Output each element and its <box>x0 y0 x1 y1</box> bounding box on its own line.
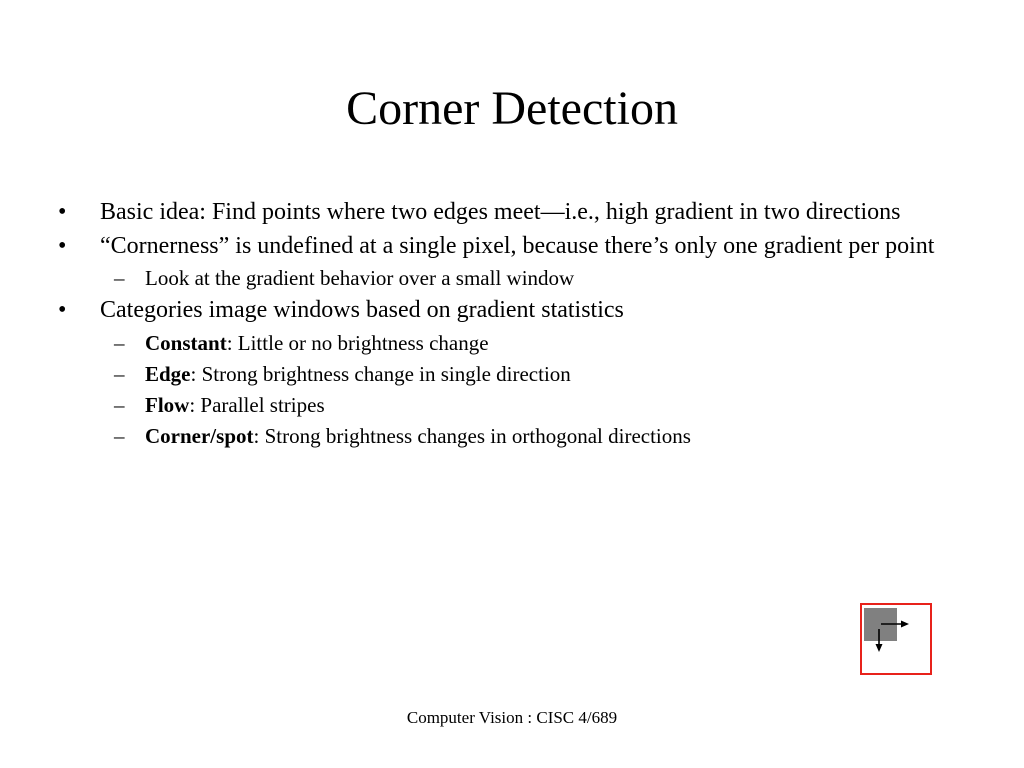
slide-title: Corner Detection <box>346 82 678 135</box>
sub-bullet-item-flow <box>58 393 958 418</box>
bullet-marker: • <box>58 199 67 225</box>
term-corner-spot: Corner/spot <box>145 424 254 448</box>
arrowhead-right-icon <box>901 621 909 628</box>
dash-marker: – <box>114 362 125 386</box>
arrowhead-down-icon <box>876 644 883 652</box>
dash-marker: – <box>114 393 125 417</box>
bullet-item <box>58 199 958 226</box>
sub-bullet-item-corner <box>58 424 958 449</box>
dash-marker: – <box>114 266 125 290</box>
sub-bullet-text: Look at the gradient behavior over a small window <box>145 266 575 290</box>
corner-diagram-icon <box>860 603 934 677</box>
bullet-marker: • <box>58 233 67 259</box>
bullet-item <box>58 297 958 324</box>
term-flow: Flow <box>145 393 190 417</box>
sub-bullet-item-constant <box>58 331 958 356</box>
dash-marker: – <box>114 331 125 355</box>
dash-marker: – <box>114 424 125 448</box>
bullet-item <box>58 233 958 260</box>
sub-bullet-item-edge <box>58 362 958 387</box>
bullet-text: Basic idea: Find points where two edges meet—i.e., high gradient in two directions <box>100 199 901 225</box>
sub-bullet-text: : Parallel stripes <box>189 393 325 417</box>
bullet-text: Categories image windows based on gradient statistics <box>100 297 624 323</box>
term-edge: Edge <box>145 362 191 386</box>
sub-bullet-text: : Little or no brightness change <box>226 331 489 355</box>
sub-bullet-item <box>58 266 958 291</box>
slide-footer: Computer Vision : CISC 4/689 <box>406 708 618 727</box>
bullet-list <box>58 199 958 455</box>
bullet-marker: • <box>58 297 67 323</box>
bullet-text: “Cornerness” is undefined at a single pixel, because there’s only one gradient per point <box>100 233 935 259</box>
term-constant: Constant <box>145 331 227 355</box>
sub-bullet-text: : Strong brightness change in single direction <box>190 362 571 386</box>
sub-bullet-text: : Strong brightness changes in orthogonal directions <box>253 424 691 448</box>
